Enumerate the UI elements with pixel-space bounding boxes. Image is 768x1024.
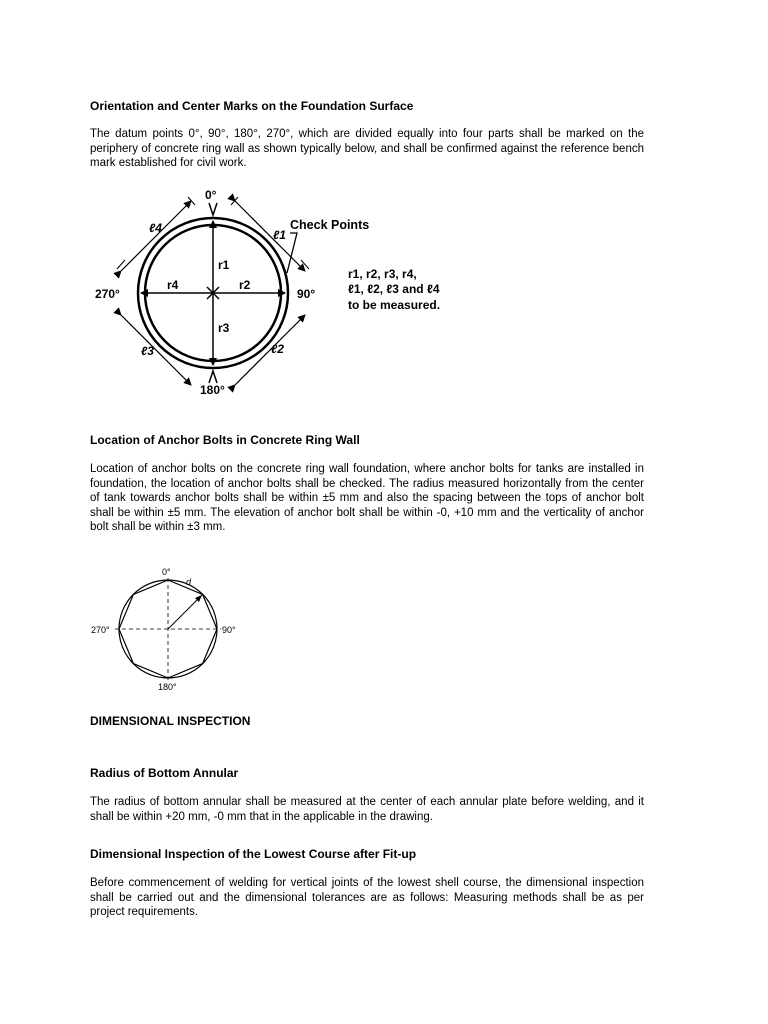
ring-wall-orientation-diagram xyxy=(85,185,465,400)
note-line-3: to be measured. xyxy=(348,298,441,312)
section-heading-dimensional-inspection: DIMENSIONAL INSPECTION xyxy=(90,714,251,728)
label-90-deg: 90° xyxy=(297,287,316,301)
label-270-deg: 270° xyxy=(95,287,120,301)
label-0-deg-2: 0° xyxy=(162,567,171,577)
label-270-deg-2: 270° xyxy=(91,625,110,635)
d-arrow xyxy=(168,595,202,629)
section-heading-radius-bottom-annular: Radius of Bottom Annular xyxy=(90,766,239,780)
label-l4: ℓ4 xyxy=(149,221,162,235)
label-180-deg-2: 180° xyxy=(158,682,177,692)
label-r3: r3 xyxy=(218,321,230,335)
label-0-deg: 0° xyxy=(205,188,217,202)
label-l2: ℓ2 xyxy=(271,342,284,356)
label-l3: ℓ3 xyxy=(141,344,154,358)
paragraph-radius-bottom-annular: The radius of bottom annular shall be measured at the center of each annular plate before welding, and it shall be within +20 mm, -0 mm that in the applicable in the drawing. xyxy=(90,796,644,823)
l4-dim xyxy=(121,201,191,271)
label-r4: r4 xyxy=(167,278,179,292)
section-heading-anchor-bolts: Location of Anchor Bolts in Concrete Ring Wall xyxy=(90,433,360,447)
label-180-deg: 180° xyxy=(200,383,225,397)
check-points-label: Check Points xyxy=(290,218,370,232)
l2-dim xyxy=(235,315,305,385)
label-d: d xyxy=(186,577,192,587)
note-line-1: r1, r2, r3, r4, xyxy=(348,267,417,281)
section-heading-orientation: Orientation and Center Marks on the Foundation Surface xyxy=(90,99,414,113)
anchor-bolt-layout-diagram xyxy=(85,560,255,695)
paragraph-orientation: The datum points 0°, 90°, 180°, 270°, which are divided equally into four parts shall be marked on the periphery of concrete ring wall as shown typically below, and shall be confirmed against the reference bench mark established for civil work. xyxy=(90,128,644,170)
label-r2: r2 xyxy=(239,278,251,292)
label-90-deg-2: 90° xyxy=(222,625,236,635)
section-heading-lowest-course: Dimensional Inspection of the Lowest Course after Fit-up xyxy=(90,847,417,861)
label-r1: r1 xyxy=(218,258,230,272)
paragraph-anchor-bolts: Location of anchor bolts on the concrete ring wall foundation, where anchor bolts for tanks are installed in foundation, the location of anchor bolts shall be checked. The radius measured horizontally from the center of tank towards anchor bolts shall be within ±5 mm and also the spacing between the tops of anchor bolt shall be within ±5 mm. The elevation of anchor bolt shall be within -0, +10 mm and the verticality of anchor bolt shall be within ±3 mm. xyxy=(90,463,644,534)
l1-dim xyxy=(235,201,305,271)
l3-dim xyxy=(121,315,191,385)
note-line-2: ℓ1, ℓ2, ℓ3 and ℓ4 xyxy=(348,282,440,296)
check-points-leader xyxy=(287,233,297,273)
label-l1: ℓ1 xyxy=(273,228,286,242)
paragraph-lowest-course: Before commencement of welding for vertical joints of the lowest shell course, the dimensional inspection shall be carried out and the dimensional tolerances are as follows: Measuring methods shall be as per project requirements. xyxy=(90,877,644,919)
